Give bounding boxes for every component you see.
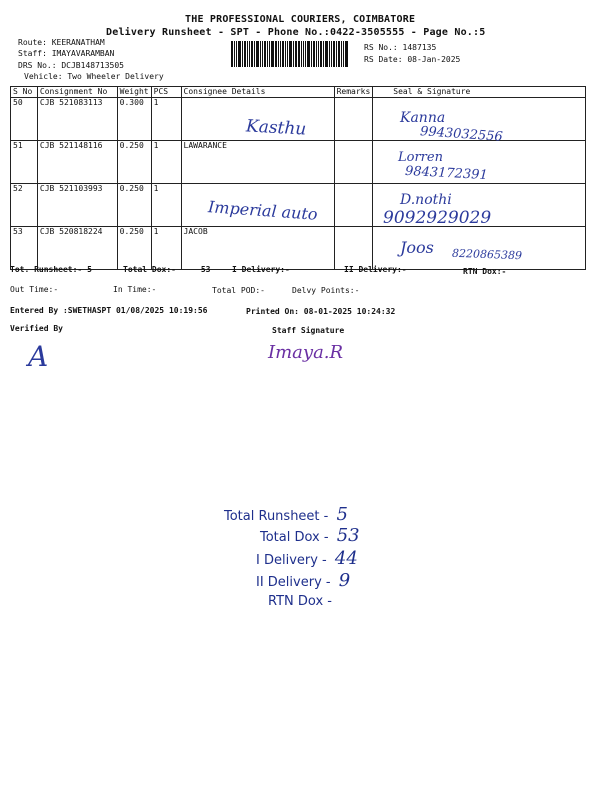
staff-signature-label: Staff Signature [272, 326, 345, 335]
hand-phone: 8220865389 [451, 246, 523, 263]
vehicle-info [24, 72, 164, 81]
summary-total-dox [260, 525, 360, 546]
barcode-bar [325, 41, 328, 67]
drs-label: DRS No.: [18, 61, 57, 70]
rs-date-info [364, 55, 460, 64]
summary-total-runsheet [224, 504, 348, 525]
rtn-dox-label: RTN Dox:- [463, 267, 507, 276]
barcode-bar [301, 41, 302, 67]
barcode-bar [307, 41, 310, 67]
rs-no-info [364, 43, 436, 52]
barcode-bar [336, 41, 337, 67]
barcode-bar [323, 41, 324, 67]
cell-sno: 50 [11, 98, 38, 141]
barcode-bar [295, 41, 297, 67]
out-time-label: Out Time:- [10, 285, 59, 294]
summary-ii-delivery [256, 570, 350, 591]
barcode-bar [341, 41, 342, 67]
cell-weight: 0.250 [117, 227, 151, 270]
barcode-bar [278, 41, 279, 67]
staff-info [18, 49, 114, 58]
barcode-bar [256, 41, 259, 67]
cell-weight: 0.300 [117, 98, 151, 141]
barcode-bar [267, 41, 268, 67]
barcode-bar [249, 41, 250, 67]
total-dox-value: 53 [200, 265, 211, 274]
ii-delivery-label: II Delivery:- [344, 265, 407, 274]
barcode-bar [262, 41, 263, 67]
summary-label: I Delivery - [256, 553, 327, 568]
barcode-bar [318, 41, 319, 67]
cell-consignment: CJB 521103993 [37, 184, 117, 227]
col-pcs: PCS [151, 87, 181, 98]
vehicle-value: Two Wheeler Delivery [67, 72, 164, 81]
rs-date-value: 08-Jan-2025 [407, 55, 461, 64]
hand-phone: 9092929029 [383, 208, 492, 228]
barcode-bar [271, 41, 274, 67]
tot-runsheet [10, 265, 92, 274]
cell-consignment: CJB 521083113 [37, 98, 117, 141]
summary-value: 44 [334, 548, 358, 569]
cell-remarks [334, 227, 373, 270]
barcode-bar [247, 41, 248, 67]
barcode-bar [343, 41, 344, 67]
route-info [18, 38, 105, 47]
barcode-bar [285, 41, 286, 67]
barcode-bar [287, 41, 288, 67]
cell-pcs: 1 [151, 227, 181, 270]
barcode-bar [260, 41, 261, 67]
cell-weight: 0.250 [117, 184, 151, 227]
barcode-bar [275, 41, 277, 67]
staff-signature: Imaya.R [268, 342, 344, 363]
cell-consignee: JACOB [181, 227, 334, 270]
col-consignee: Consignee Details [181, 87, 334, 98]
entered-by: Entered By :SWETHASPT 01/08/2025 10:19:56 [10, 306, 208, 315]
hand-seal-signature: D.nothi [400, 192, 452, 208]
barcode-bar [316, 41, 317, 67]
barcode-bar [231, 41, 233, 67]
rs-date-label: RS Date: [364, 55, 403, 64]
company-name: THE PROFESSIONAL COURIERS, COIMBATORE [185, 14, 416, 25]
drs-info [18, 61, 124, 70]
cell-sno: 51 [11, 141, 38, 184]
cell-consignee: LAWARANCE [181, 141, 334, 184]
barcode [231, 41, 359, 67]
summary-value: 53 [336, 525, 360, 546]
route-label: Route: [18, 38, 47, 47]
col-seal: Seal & Signature [373, 87, 586, 98]
barcode-bar [280, 41, 281, 67]
barcode-bar [269, 41, 270, 67]
hand-phone: 9943032556 [419, 124, 504, 145]
barcode-bar [333, 41, 335, 67]
total-pod-label: Total POD:- [212, 286, 265, 295]
barcode-bar [293, 41, 294, 67]
barcode-bar [264, 41, 266, 67]
runsheet-table [10, 86, 586, 270]
barcode-bar [282, 41, 284, 67]
col-consignment: Consignment No [37, 87, 117, 98]
barcode-bar [345, 41, 348, 67]
barcode-bar [303, 41, 304, 67]
in-time-label: In Time:- [113, 285, 157, 294]
barcode-bar [238, 41, 241, 67]
total-dox-label: Total Dox:- [123, 265, 176, 274]
cell-remarks [334, 184, 373, 227]
tot-runsheet-label: Tot. Runsheet:- [10, 265, 83, 274]
i-delivery-label: I Delivery:- [232, 265, 290, 274]
summary-label: Total Runsheet - [224, 509, 329, 524]
barcode-bar [254, 41, 255, 67]
cell-consignment: CJB 520818224 [37, 227, 117, 270]
cell-remarks [334, 141, 373, 184]
col-weight: Weight [117, 87, 151, 98]
summary-label: Total Dox - [260, 530, 329, 545]
hand-consignee: Imperial auto [207, 197, 319, 224]
hand-seal-signature: Lorren [398, 150, 443, 165]
barcode-bar [244, 41, 246, 67]
barcode-bar [311, 41, 312, 67]
delvy-points-label: Delvy Points:- [292, 286, 360, 295]
cell-weight: 0.250 [117, 141, 151, 184]
barcode-bar [251, 41, 253, 67]
barcode-bar [289, 41, 292, 67]
staff-label: Staff: [18, 49, 47, 58]
summary-label: RTN Dox - [268, 594, 332, 609]
hand-phone: 9843172391 [404, 163, 489, 184]
barcode-bar [329, 41, 330, 67]
tot-runsheet-value: 5 [87, 265, 92, 274]
rs-no-label: RS No.: [364, 43, 398, 52]
cell-sno: 52 [11, 184, 38, 227]
cell-pcs: 1 [151, 184, 181, 227]
cell-consignment: CJB 521148116 [37, 141, 117, 184]
col-remarks: Remarks [334, 87, 373, 98]
table-row [11, 141, 586, 184]
barcode-bar [331, 41, 332, 67]
table-header-row [11, 87, 586, 98]
summary-value: 5 [336, 504, 348, 525]
summary-label: II Delivery - [256, 575, 331, 590]
barcode-bar [338, 41, 340, 67]
barcode-bar [242, 41, 243, 67]
hand-seal-signature: Kanna [400, 110, 446, 126]
cell-sno: 53 [11, 227, 38, 270]
runsheet-subtitle: Delivery Runsheet - SPT - Phone No.:0422-3505555 - Page No.:5 [106, 27, 486, 38]
summary-value: 9 [338, 570, 351, 591]
hand-seal-signature: Joos [400, 238, 434, 257]
hand-consignee: Kasthu [245, 116, 307, 140]
drs-value: DCJB148713505 [61, 61, 124, 70]
barcode-bar [236, 41, 237, 67]
staff-value: IMAYAVARAMBAN [51, 49, 115, 58]
printed-on: Printed On: 08-01-2025 10:24:32 [246, 307, 396, 316]
barcode-bar [234, 41, 235, 67]
barcode-bar [298, 41, 300, 67]
total-dox [123, 265, 210, 274]
cell-pcs: 1 [151, 98, 181, 141]
rs-no-value: 1487135 [402, 43, 437, 52]
cell-pcs: 1 [151, 141, 181, 184]
col-sno: S No [11, 87, 38, 98]
summary-rtn-dox [268, 594, 332, 609]
barcode-bar [313, 41, 315, 67]
vehicle-label: Vehicle: [24, 72, 63, 81]
verified-by-label: Verified By [10, 324, 63, 333]
summary-i-delivery [256, 548, 358, 569]
barcode-bar [320, 41, 322, 67]
verified-signature: A [28, 340, 49, 373]
route-value: KEERANATHAM [51, 38, 105, 47]
cell-remarks [334, 98, 373, 141]
barcode-bar [305, 41, 306, 67]
